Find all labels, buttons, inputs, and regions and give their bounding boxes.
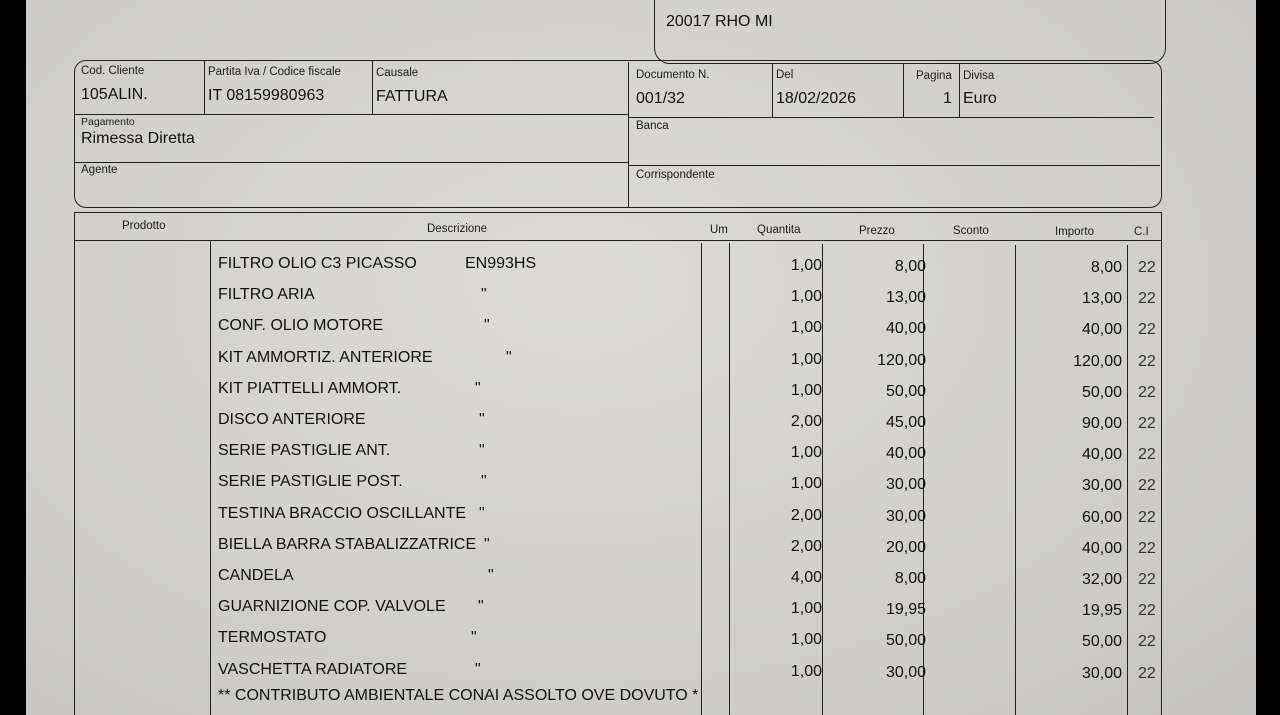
divisa-label: Divisa bbox=[963, 70, 995, 82]
row-description: KIT AMMORTIZ. ANTERIORE bbox=[218, 348, 433, 366]
row-description: CONF. OLIO MOTORE bbox=[218, 317, 384, 335]
row-code: " bbox=[478, 598, 484, 616]
row-quantity: 2,00 bbox=[790, 537, 822, 555]
row-amount: 50,00 bbox=[1081, 633, 1122, 651]
col-quantita: Quantita bbox=[757, 224, 801, 236]
row-code: " bbox=[471, 629, 477, 647]
row-code: " bbox=[481, 473, 487, 491]
row-quantity: 1,00 bbox=[790, 600, 822, 618]
col-ci: C.I bbox=[1134, 226, 1149, 238]
pagamento-value: Rimessa Diretta bbox=[81, 130, 195, 147]
row-price: 50,00 bbox=[885, 382, 926, 400]
row-quantity: 1,00 bbox=[790, 319, 822, 337]
row-price: 20,00 bbox=[885, 538, 926, 556]
row-price: 40,00 bbox=[885, 320, 926, 338]
piva-label: Partita Iva / Codice fiscale bbox=[208, 66, 341, 78]
row-iva: 22 bbox=[1138, 383, 1156, 401]
row-iva: 22 bbox=[1138, 539, 1156, 557]
row-price: 19,95 bbox=[885, 601, 926, 619]
row-description: DISCO ANTERIORE bbox=[218, 411, 366, 428]
row-price: 50,00 bbox=[885, 632, 926, 650]
documento-value: 001/32 bbox=[636, 90, 685, 107]
row-price: 40,00 bbox=[885, 445, 926, 463]
row-quantity: 1,00 bbox=[790, 257, 822, 274]
row-description: FILTRO OLIO C3 PICASSO bbox=[218, 255, 417, 272]
row-price: 13,00 bbox=[885, 289, 926, 307]
row-quantity: 2,00 bbox=[790, 506, 822, 524]
row-price: 8,00 bbox=[894, 258, 926, 275]
row-amount: 40,00 bbox=[1081, 539, 1122, 557]
row-code: " bbox=[479, 411, 485, 428]
row-code: " bbox=[488, 567, 494, 584]
col-descrizione: Descrizione bbox=[427, 223, 488, 235]
row-amount: 90,00 bbox=[1081, 415, 1122, 432]
row-code: EN993HS bbox=[465, 255, 537, 272]
corrispondente-label: Corrispondente bbox=[636, 169, 715, 181]
row-amount: 60,00 bbox=[1081, 508, 1122, 526]
pagamento-label: Pagamento bbox=[81, 116, 135, 128]
del-value: 18/02/2026 bbox=[776, 90, 857, 107]
col-sconto: Sconto bbox=[953, 225, 989, 237]
row-description: TERMOSTATO bbox=[218, 629, 327, 647]
footer-note: ** CONTRIBUTO AMBIENTALE CONAI ASSOLTO OVE DOVUTO * bbox=[218, 687, 699, 704]
row-amount: 13,00 bbox=[1081, 290, 1122, 308]
row-iva: 22 bbox=[1138, 290, 1156, 308]
row-amount: 30,00 bbox=[1081, 664, 1122, 682]
row-price: 8,00 bbox=[894, 570, 926, 587]
row-description: SERIE PASTIGLIE ANT. bbox=[218, 442, 391, 460]
causale-label: Causale bbox=[376, 67, 419, 79]
col-importo: Importo bbox=[1055, 226, 1094, 238]
row-amount: 50,00 bbox=[1081, 383, 1122, 401]
pagina-label: Pagina bbox=[916, 70, 952, 82]
col-prodotto: Prodotto bbox=[122, 220, 166, 232]
address-city: 20017 RHO MI bbox=[666, 13, 773, 30]
row-code: " bbox=[479, 504, 485, 522]
row-code: " bbox=[479, 442, 485, 460]
row-description: FILTRO ARIA bbox=[218, 286, 315, 304]
col-um: Um bbox=[710, 224, 728, 236]
row-description: VASCHETTA RADIATORE bbox=[218, 660, 408, 678]
del-label: Del bbox=[776, 69, 794, 81]
row-price: 120,00 bbox=[877, 351, 926, 369]
row-quantity: 1,00 bbox=[790, 350, 822, 368]
row-price: 45,00 bbox=[885, 414, 926, 431]
documento-label: Documento N. bbox=[636, 69, 710, 81]
row-quantity: 1,00 bbox=[790, 475, 822, 493]
row-iva: 22 bbox=[1138, 571, 1156, 588]
row-iva: 22 bbox=[1138, 664, 1156, 682]
row-amount: 32,00 bbox=[1081, 571, 1122, 588]
row-quantity: 1,00 bbox=[790, 381, 822, 399]
row-quantity: 2,00 bbox=[790, 413, 822, 430]
row-quantity: 1,00 bbox=[790, 662, 822, 680]
divisa-value: Euro bbox=[963, 90, 997, 107]
row-iva: 22 bbox=[1138, 415, 1156, 432]
row-iva: 22 bbox=[1138, 633, 1156, 651]
row-price: 30,00 bbox=[885, 476, 926, 494]
row-amount: 120,00 bbox=[1073, 352, 1122, 370]
piva-value: IT 08159980963 bbox=[208, 87, 325, 104]
row-iva: 22 bbox=[1138, 602, 1156, 620]
row-price: 30,00 bbox=[885, 507, 926, 525]
row-description: BIELLA BARRA STABALIZZATRICE bbox=[218, 535, 477, 553]
row-amount: 40,00 bbox=[1081, 446, 1122, 464]
row-iva: 22 bbox=[1138, 352, 1156, 370]
row-quantity: 1,00 bbox=[790, 444, 822, 462]
row-quantity: 1,00 bbox=[790, 631, 822, 649]
pagina-value: 1 bbox=[943, 90, 952, 107]
row-iva: 22 bbox=[1138, 446, 1156, 464]
row-code: " bbox=[475, 379, 481, 397]
row-code: " bbox=[475, 660, 481, 678]
row-price: 30,00 bbox=[885, 663, 926, 681]
row-description: CANDELA bbox=[218, 567, 294, 584]
address-box bbox=[654, 0, 1166, 64]
row-iva: 22 bbox=[1138, 508, 1156, 526]
cod-cliente-label: Cod. Cliente bbox=[81, 65, 145, 77]
row-description: SERIE PASTIGLIE POST. bbox=[218, 473, 403, 491]
row-iva: 22 bbox=[1138, 321, 1156, 339]
row-iva: 22 bbox=[1138, 259, 1156, 276]
row-iva: 22 bbox=[1138, 477, 1156, 495]
row-amount: 30,00 bbox=[1081, 477, 1122, 495]
row-code: " bbox=[484, 317, 490, 335]
row-description: GUARNIZIONE COP. VALVOLE bbox=[218, 598, 446, 616]
row-quantity: 4,00 bbox=[790, 569, 822, 586]
invoice-page bbox=[26, 0, 1256, 715]
banca-label: Banca bbox=[636, 120, 669, 132]
row-amount: 40,00 bbox=[1081, 321, 1122, 339]
col-prezzo: Prezzo bbox=[859, 225, 895, 237]
row-code: " bbox=[506, 348, 512, 366]
row-description: TESTINA BRACCIO OSCILLANTE bbox=[218, 504, 467, 522]
row-code: " bbox=[484, 535, 490, 553]
row-amount: 19,95 bbox=[1081, 602, 1122, 620]
row-code: " bbox=[481, 286, 487, 304]
agente-label: Agente bbox=[81, 164, 118, 176]
cod-cliente-value: 105ALIN. bbox=[81, 86, 148, 103]
row-description: KIT PIATTELLI AMMORT. bbox=[218, 379, 402, 397]
causale-value: FATTURA bbox=[376, 88, 448, 105]
header-box bbox=[74, 60, 1162, 208]
row-quantity: 1,00 bbox=[790, 288, 822, 306]
row-amount: 8,00 bbox=[1090, 259, 1122, 276]
